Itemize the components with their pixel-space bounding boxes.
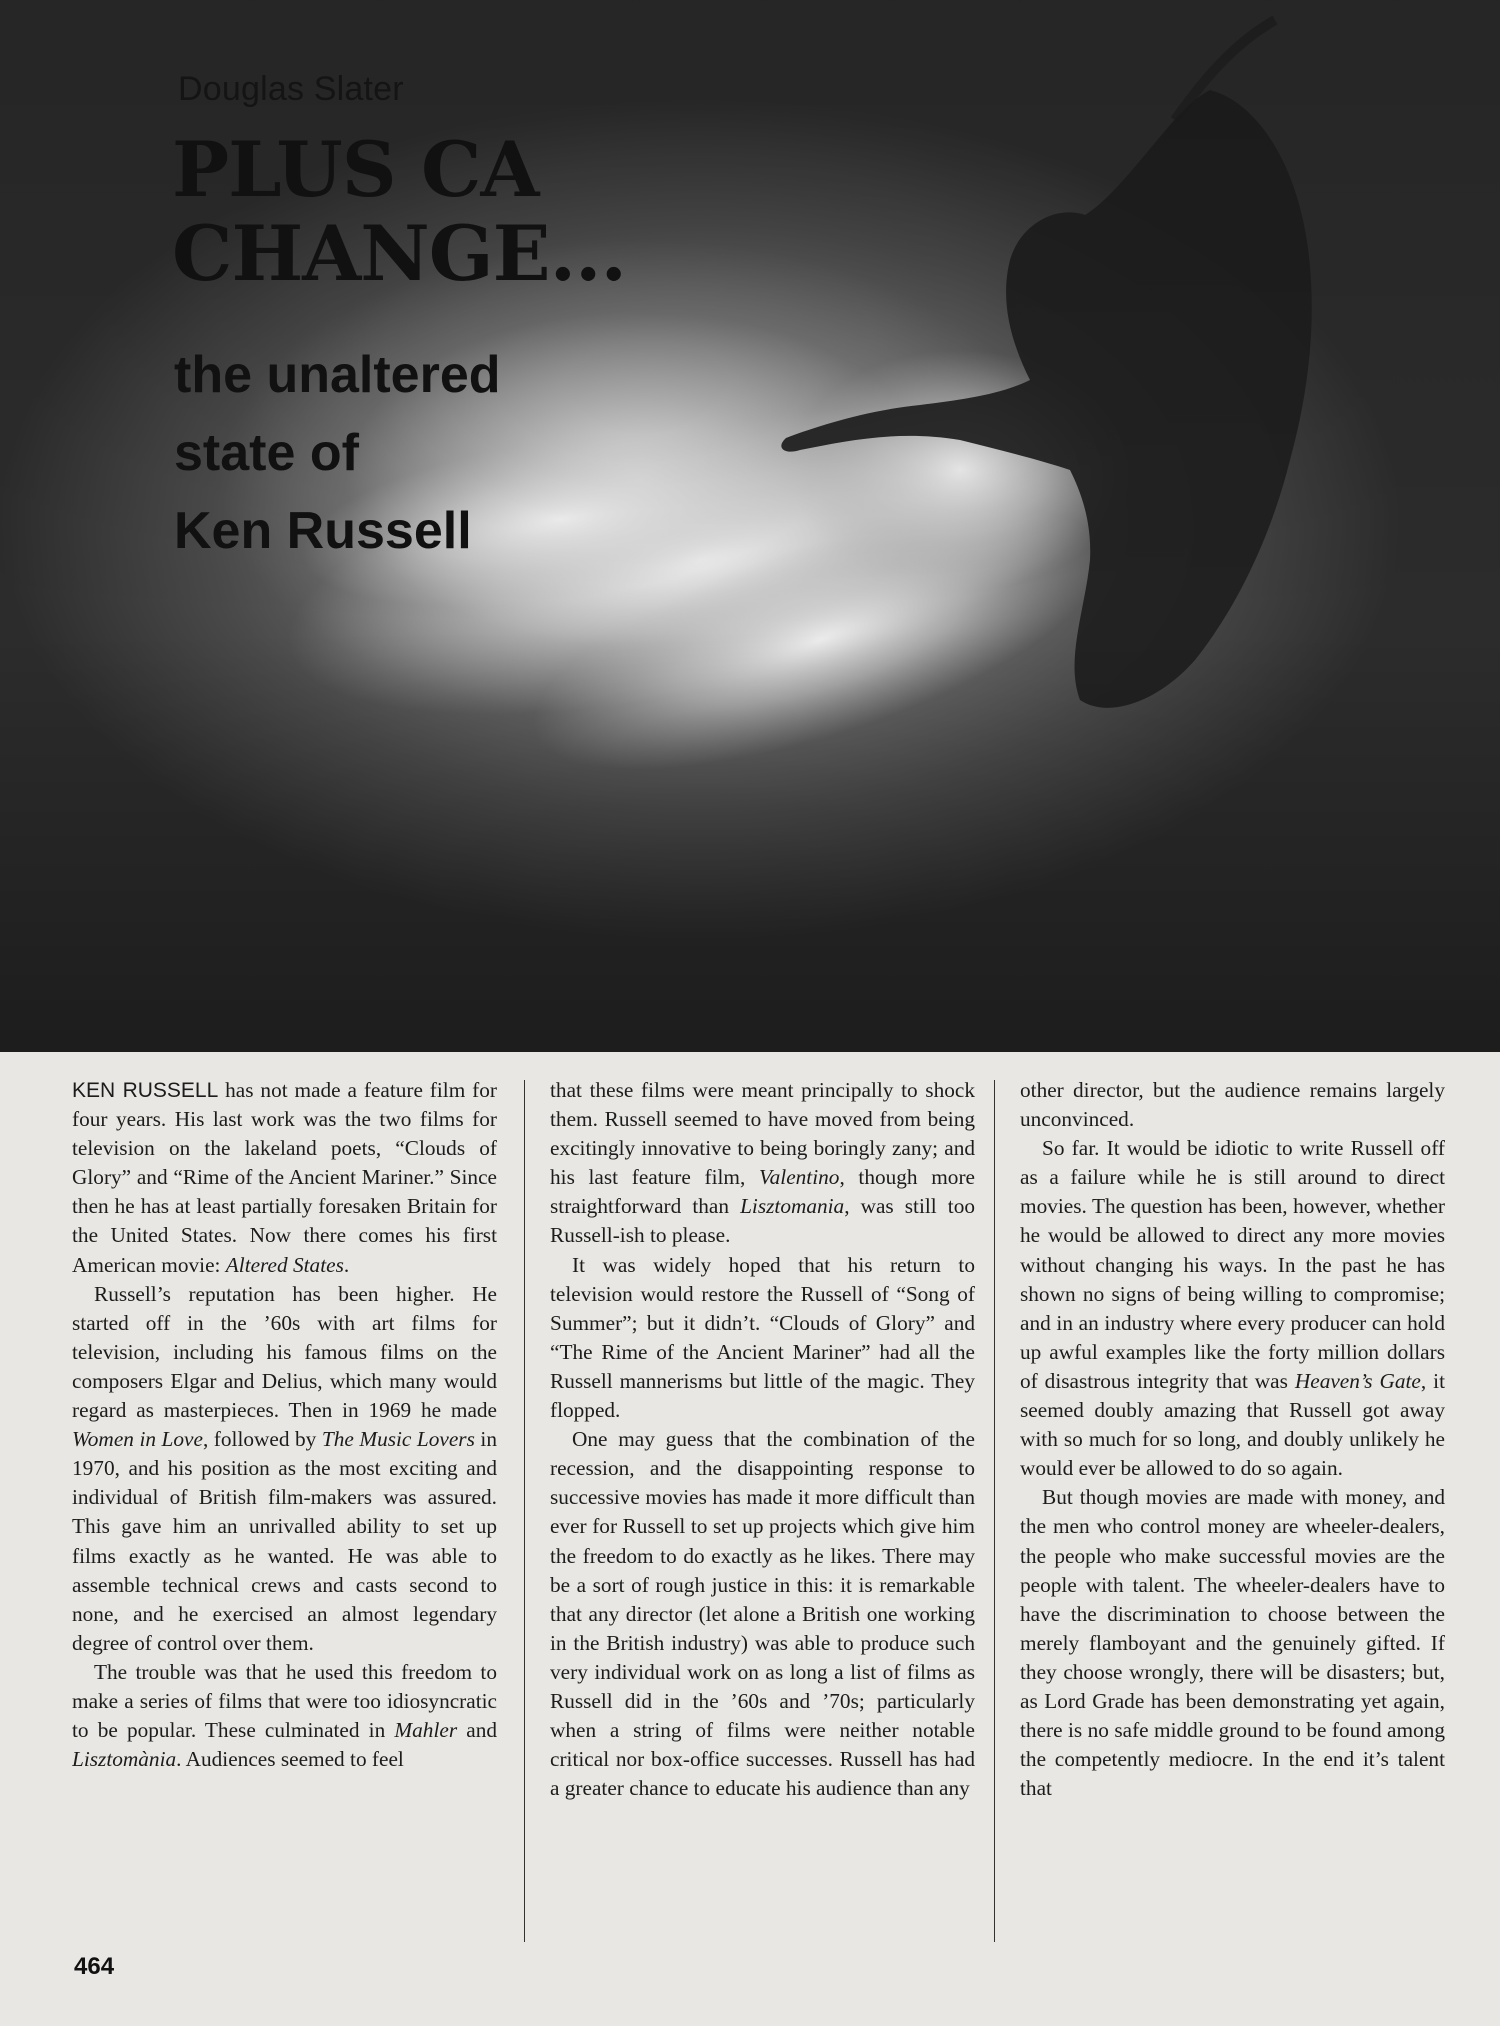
- page-number: 464: [74, 1953, 115, 1980]
- film-title: Valentino: [758, 1165, 840, 1190]
- text-run: , was still too Russell-ish to please.: [550, 1194, 975, 1248]
- text-column-3: [1020, 1076, 1445, 1956]
- film-title: Heaven’s Gate: [1294, 1368, 1421, 1393]
- title-line: CHANGE...: [172, 209, 626, 298]
- title-line: PLUS CA: [172, 125, 539, 214]
- text-run: .: [343, 1252, 350, 1277]
- text-run: has not made a feature film for four years. His last work was the two films for television on the lakeland poets, “Clouds of Glory” and “Rime of the Ancient Mariner.” Since then he has at least partially foresaken Britain for the United States. Now there comes his first American movie:: [72, 1078, 497, 1277]
- text-column-2: [550, 1076, 975, 1956]
- text-run: So far. It would be idiotic to write Russell off as a failure while he is still around to direct movies. The question has been, however, whether he would be allowed to direct any more movies without changing his ways. In the past he has shown no signs of being willing to compromise; and in an industry where every producer can hold up awful examples like the forty million dollars of disastrous integrity that was: [1020, 1136, 1445, 1393]
- text-run: in 1970, and his position as the most exciting and individual of British film-makers was assured. This gave him an unrivalled ability to set up films exactly as he wanted. He was able to assemble technical crews and casts second to none, and he exercised an almost legendary degree of control over them.: [72, 1427, 497, 1655]
- text-run: . Audiences seemed to feel: [176, 1747, 404, 1772]
- text-run: that these films were meant principally to shock them. Russell seemed to have moved from being excitingly innovative to being boringly zany; and his last feature film,: [550, 1078, 975, 1190]
- paragraph: [72, 1076, 497, 1280]
- author-byline: Douglas Slater: [178, 70, 404, 108]
- film-title: Women in Love: [72, 1427, 203, 1452]
- subtitle-line: Ken Russell: [174, 502, 472, 560]
- paragraph: One may guess that the combination of the recession, and the disappointing response to successive movies has made it more difficult than ever for Russell to set up projects which give him the freedom to do exactly as he likes. There may be a sort of rough justice in this: it is remarkable that any director (let alone a British one working in the British industry) was able to produce such very individual work on as long a list of films as Russell did in the ’60s and ’70s; particularly when a string of films were neither notable critical nor box-office successes. Russell has had a greater chance to educate his audience than any: [550, 1427, 975, 1801]
- paragraph: It was widely hoped that his return to television would restore the Russell of “Song of Summer”; but it didn’t. “Clouds of Glory” and “The Rime of the Ancient Mariner” had all the Russell mannerisms but little of the magic. They flopped.: [550, 1252, 975, 1423]
- film-title: Altered States: [225, 1252, 344, 1277]
- film-title: Lisztomània: [72, 1747, 177, 1772]
- subtitle-line: state of: [174, 424, 359, 482]
- text-column-1: [72, 1076, 497, 1956]
- film-title: Mahler: [394, 1718, 458, 1743]
- text-run: , it seemed doubly amazing that Russell got away with so much for so long, and doubly unlikely he would ever be allowed to do so again.: [1020, 1368, 1445, 1481]
- lead-in: KEN RUSSELL: [72, 1079, 219, 1102]
- film-title: The Music Lovers: [321, 1427, 475, 1452]
- paragraph: But though movies are made with money, and the men who control money are wheeler-dealers, the people who make successful movies are the people with talent. The wheeler-dealers have to have the discrimination to choose between the merely flamboyant and the genuinely gifted. If they choose wrongly, there will be disasters; but, as Lord Grade has been demonstrating yet again, there is no safe middle ground to be found among the competently mediocre. In the end it’s talent that: [1020, 1485, 1445, 1801]
- paragraph: [72, 1658, 497, 1774]
- text-run: The trouble was that he used this freedom to make a series of films that were too idiosyncratic to be popular. These culminated in: [72, 1659, 497, 1743]
- paragraph: other director, but the audience remains largely unconvinced.: [1020, 1078, 1445, 1132]
- text-run: , though more straightforward than: [550, 1165, 975, 1219]
- film-title: Lisztomania: [740, 1194, 845, 1219]
- paragraph: [72, 1280, 497, 1658]
- text-run: Russell’s reputation has been higher. He started off in the ’60s with art films for television, including his famous films on the composers Elgar and Delius, which many would regard as masterpieces. Then in 1969 he made: [72, 1281, 497, 1423]
- subtitle-line: the unaltered: [174, 346, 501, 404]
- text-run: and: [457, 1718, 497, 1743]
- paragraph: [1020, 1134, 1445, 1483]
- article-subtitle: [174, 336, 501, 570]
- text-run: , followed by: [202, 1427, 322, 1452]
- paragraph: [550, 1076, 975, 1251]
- article-body: [72, 1076, 1447, 1956]
- article-title: [172, 125, 626, 298]
